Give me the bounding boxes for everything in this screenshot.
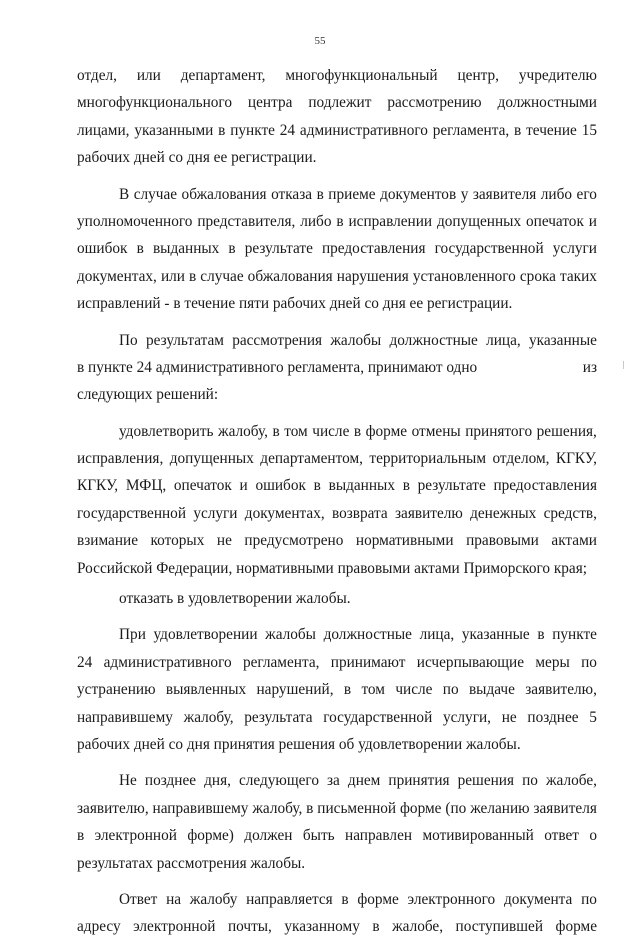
word: регламента, xyxy=(432,121,510,139)
word: рассмотрения xyxy=(232,331,323,349)
word: денежных xyxy=(470,504,537,522)
word: В xyxy=(119,185,130,203)
word: уполномоченного xyxy=(77,212,193,230)
word: за xyxy=(327,772,340,790)
word: По xyxy=(119,331,138,349)
word: направившему xyxy=(152,799,249,817)
word: из xyxy=(582,358,597,376)
text-line xyxy=(77,327,597,354)
text-line: исправлений - в течение пяти рабочих дней со дня ее регистрации. xyxy=(77,295,513,313)
word: в пункте 24 административного регламента, принимают одно xyxy=(77,358,478,376)
word: или xyxy=(160,267,185,285)
word: предоставления xyxy=(321,240,426,258)
word: При xyxy=(119,626,146,644)
word: пункте xyxy=(552,626,597,644)
word: в xyxy=(402,477,410,495)
text-line: Российской Федерации, нормативными правовыми актами Приморского края; xyxy=(77,559,587,577)
word: многофункциональный xyxy=(285,67,438,84)
text-line xyxy=(77,676,597,703)
word: Ответ xyxy=(119,890,158,908)
word: жалобу, xyxy=(252,799,303,817)
word: позднее xyxy=(527,708,579,726)
word: следующего xyxy=(238,772,319,790)
text-line: отказать в удовлетворении жалобы. xyxy=(119,590,351,608)
word: установленного xyxy=(412,267,516,285)
text-line xyxy=(77,649,597,676)
word: ошибок xyxy=(77,240,128,258)
word: в xyxy=(316,185,324,203)
text-line xyxy=(77,181,597,208)
word: выданных xyxy=(328,477,395,495)
word: предусмотрено xyxy=(244,532,344,550)
word: адресу xyxy=(77,918,121,936)
word: по xyxy=(442,681,459,699)
word: в xyxy=(514,121,522,139)
word: случае xyxy=(133,185,178,203)
word: или xyxy=(136,67,161,84)
word: письменной xyxy=(317,799,397,817)
text-line: рабочих дней со дня ее регистрации. xyxy=(77,149,317,167)
word: в xyxy=(313,477,321,495)
word: жалобу, xyxy=(183,708,234,726)
text-line xyxy=(77,472,597,499)
word: департамент, xyxy=(180,67,266,84)
word: по xyxy=(581,653,597,671)
word: должен xyxy=(244,827,293,845)
text-line xyxy=(77,117,597,144)
text-line xyxy=(77,263,597,290)
word: нарушений, xyxy=(256,681,334,699)
text-line xyxy=(77,208,597,235)
word: нормативными xyxy=(355,532,454,550)
text-line xyxy=(77,445,597,472)
word: электронного xyxy=(407,890,496,908)
word: центр, xyxy=(457,67,499,84)
text-line xyxy=(77,500,597,527)
word: жалобу xyxy=(189,890,238,908)
word: не xyxy=(216,532,232,550)
word: указанные xyxy=(529,331,597,349)
text-line: рабочих дней со дня принятия решения об удовлетворении жалобы. xyxy=(77,735,521,753)
word: заявителя xyxy=(472,185,537,203)
word: результате xyxy=(244,240,313,258)
word: указанному xyxy=(284,918,360,936)
word: государственной xyxy=(323,708,433,726)
word: форме) xyxy=(187,827,234,845)
text-line: результатах рассмотрения жалобы. xyxy=(77,854,306,872)
word: быть xyxy=(302,827,335,845)
word: результате xyxy=(417,477,486,495)
text-line xyxy=(77,621,597,648)
word: форме xyxy=(357,890,399,908)
word: Не xyxy=(119,772,137,790)
word: регламента, xyxy=(242,653,320,671)
text-line xyxy=(77,795,597,822)
word: ошибок xyxy=(255,477,306,495)
word: срока xyxy=(519,267,556,285)
text-line xyxy=(77,235,597,262)
word: числе xyxy=(312,422,350,440)
word: у xyxy=(460,185,469,203)
word: государственной xyxy=(77,504,187,522)
word: КГКУ, xyxy=(555,450,597,468)
word: том xyxy=(361,681,385,699)
text-line xyxy=(77,354,597,381)
word: территориальным xyxy=(369,450,487,468)
word: представителя, xyxy=(197,212,296,230)
word: 24 xyxy=(77,653,93,671)
word: желанию xyxy=(470,799,530,817)
word: либо xyxy=(540,185,573,203)
word: заявителю, xyxy=(77,799,149,817)
word: исправления, xyxy=(77,450,164,468)
text-line xyxy=(77,418,597,445)
word: приеме xyxy=(328,185,376,203)
text-line: следующих решений: xyxy=(77,386,219,404)
word: принятия xyxy=(388,772,450,790)
word: выявленных xyxy=(165,681,247,699)
word: государственной xyxy=(434,240,544,258)
word: лицами, xyxy=(77,121,130,139)
word: в xyxy=(272,422,280,440)
word: средств, xyxy=(543,504,597,522)
word: в xyxy=(353,422,362,440)
word: том xyxy=(284,422,308,440)
word: мотивированный xyxy=(422,827,534,845)
word: выдаче xyxy=(468,681,515,699)
word: почты, xyxy=(227,918,272,936)
scan-edge-mark xyxy=(623,361,624,369)
word: 24 xyxy=(279,121,296,139)
word: решения xyxy=(457,772,515,790)
word: результата xyxy=(244,708,313,726)
word: подлежит xyxy=(308,94,372,112)
word: опечаток xyxy=(525,212,584,230)
word: направлен xyxy=(345,827,413,845)
word: заявителя xyxy=(533,799,597,817)
word: о xyxy=(589,827,597,845)
word: на xyxy=(166,890,182,908)
text-line xyxy=(77,767,597,794)
word: многофункционального xyxy=(77,94,232,112)
word: выданных xyxy=(152,240,220,258)
word: взимание xyxy=(77,532,138,550)
word: жалобы xyxy=(330,331,382,349)
word: указанными xyxy=(134,121,214,139)
text-line xyxy=(77,62,597,89)
word: по xyxy=(581,890,597,908)
word: в xyxy=(218,121,226,139)
word: правовыми xyxy=(466,532,539,550)
word: допущенных xyxy=(436,212,522,230)
word: в xyxy=(537,626,545,644)
word: отказа xyxy=(271,185,313,203)
word: поступившей xyxy=(455,918,544,936)
word: возврата xyxy=(331,504,388,522)
word: документа xyxy=(503,890,573,908)
word: жалобе, xyxy=(392,918,444,936)
word: департаментом, xyxy=(260,450,363,468)
word: (по xyxy=(445,799,467,817)
word: по xyxy=(522,772,538,790)
word: в xyxy=(306,799,314,817)
word: КГКУ, xyxy=(77,477,119,495)
word: в xyxy=(77,827,85,845)
word: указанные xyxy=(461,626,530,644)
word: удовлетворить xyxy=(119,422,214,440)
text-line xyxy=(77,913,597,940)
text-line xyxy=(77,89,597,116)
word: течение xyxy=(526,121,577,139)
word: принимают xyxy=(330,653,406,671)
word: 5 xyxy=(589,708,597,726)
word: нарушения xyxy=(336,267,409,285)
word: устранению xyxy=(77,681,156,699)
word: которых xyxy=(150,532,205,550)
document-body xyxy=(77,62,597,941)
word: меры xyxy=(535,653,570,671)
text-line xyxy=(77,527,597,554)
word: лица, xyxy=(419,626,455,644)
word: центра xyxy=(247,94,293,112)
word: в xyxy=(136,240,144,258)
word: в xyxy=(372,918,380,936)
word: отдел, xyxy=(77,67,117,84)
word: услуги, xyxy=(442,708,491,726)
word: либо xyxy=(300,212,332,230)
word: днем xyxy=(347,772,381,790)
word: документах, xyxy=(244,504,325,522)
word: лица, xyxy=(486,331,521,349)
word: форме xyxy=(555,918,597,936)
word: учредителю xyxy=(518,67,597,84)
word: отмены xyxy=(411,422,461,440)
word: 15 xyxy=(581,121,597,139)
word: позднее xyxy=(144,772,197,790)
word: МФЦ, xyxy=(125,477,167,495)
word: дня, xyxy=(204,772,231,790)
word: опечаток xyxy=(173,477,232,495)
word: заявителю xyxy=(394,504,463,522)
word: не xyxy=(501,708,517,726)
word: должностные xyxy=(389,331,478,349)
word: электронной xyxy=(94,827,177,845)
word: принятого xyxy=(465,422,533,440)
word: административного xyxy=(103,653,232,671)
word: услуги xyxy=(552,240,597,258)
word: и xyxy=(239,477,248,495)
word: должностными xyxy=(497,94,597,112)
word: направившему xyxy=(77,708,173,726)
word: жалобы xyxy=(265,626,316,644)
word: должностные xyxy=(323,626,412,644)
word: документах, xyxy=(77,267,157,285)
word: в xyxy=(228,240,236,258)
word: услуги xyxy=(193,504,238,522)
word: направляется xyxy=(246,890,333,908)
word: таких xyxy=(560,267,597,285)
word: его xyxy=(576,185,597,203)
word: электронной xyxy=(133,918,216,936)
word: отделом, xyxy=(492,450,550,468)
word: результатам xyxy=(145,331,224,349)
text-line xyxy=(77,704,597,731)
word: рассмотрению xyxy=(387,94,482,112)
word: ответ xyxy=(544,827,579,845)
word: допущенных xyxy=(169,450,254,468)
word: форме xyxy=(365,422,408,440)
word: в xyxy=(341,890,349,908)
word: исчерпывающие xyxy=(416,653,525,671)
page-number: 55 xyxy=(314,35,326,47)
word: документов xyxy=(380,185,457,203)
word: в xyxy=(189,267,197,285)
word: предоставления xyxy=(493,477,597,495)
word: заявителю, xyxy=(525,681,597,699)
word: в xyxy=(336,212,344,230)
word: решения, xyxy=(536,422,597,440)
word: пункте xyxy=(230,121,275,139)
word: и xyxy=(588,212,597,230)
text-line xyxy=(77,822,597,849)
word: административного xyxy=(299,121,428,139)
text-line xyxy=(77,886,597,913)
word: исправлении xyxy=(348,212,433,230)
word: числе xyxy=(395,681,433,699)
word: жалобе, xyxy=(545,772,597,790)
word: жалобу, xyxy=(218,422,268,440)
word: актами xyxy=(551,532,597,550)
word: обжалования xyxy=(247,267,333,285)
word: случае xyxy=(200,267,244,285)
word: в xyxy=(343,681,352,699)
word: обжалования xyxy=(181,185,267,203)
word: удовлетворении xyxy=(153,626,258,644)
word: форме xyxy=(400,799,442,817)
